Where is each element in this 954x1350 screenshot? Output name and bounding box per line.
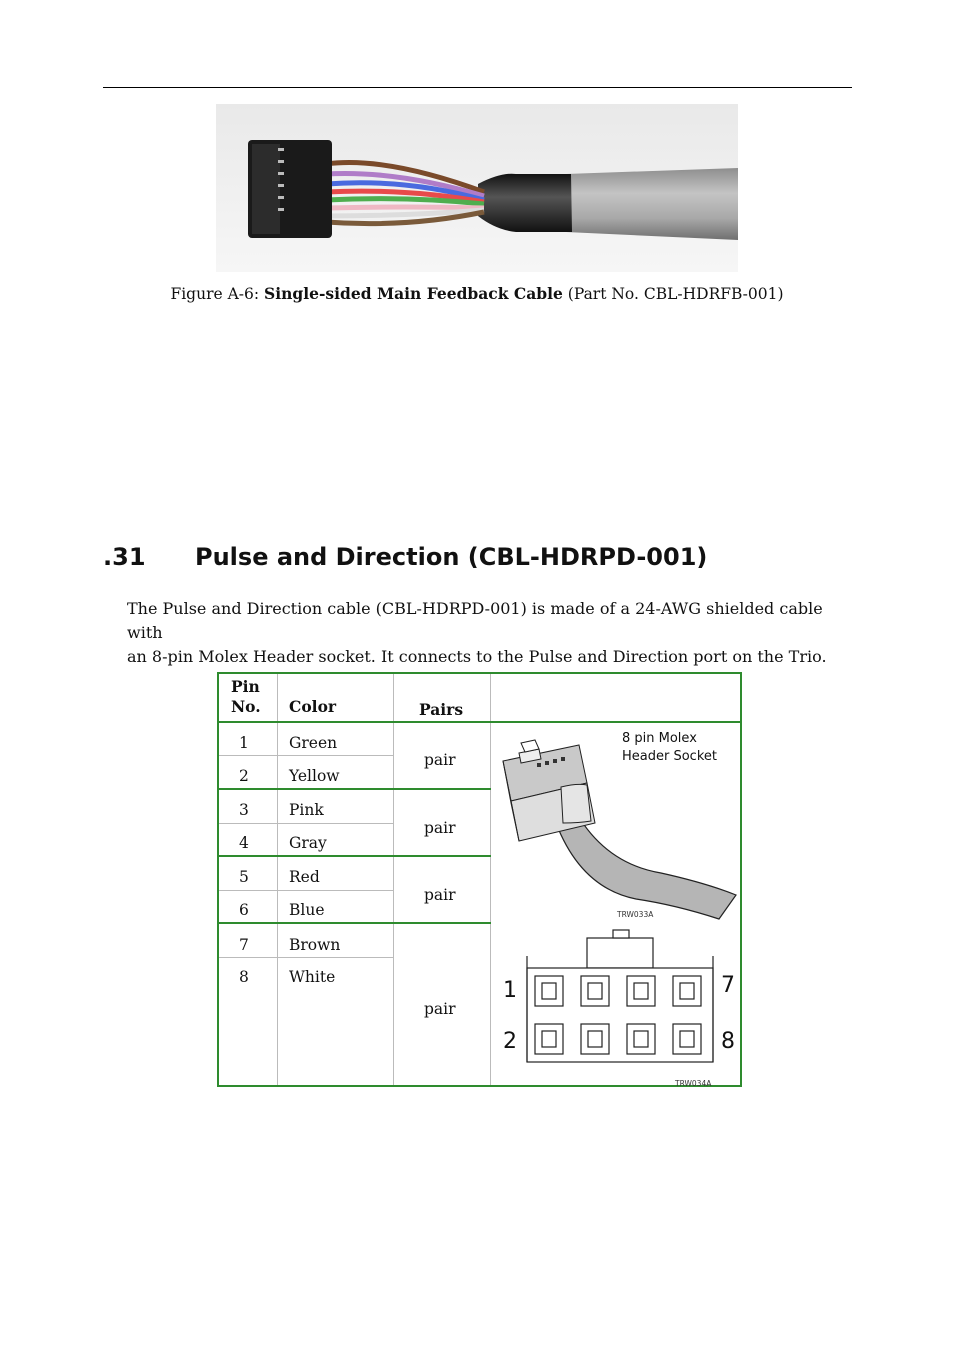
column-divider	[393, 674, 394, 1085]
table-row-color: Green	[289, 734, 338, 752]
paragraph-line-1: The Pulse and Direction cable (CBL-HDRPD-001) is made of a 24-AWG shielded cable with	[127, 599, 823, 642]
pair-label: pair	[424, 1000, 456, 1018]
row-separator	[219, 823, 393, 824]
cable-photo	[216, 104, 738, 272]
table-row-pin: 5	[239, 868, 249, 886]
figure-ref-bottom: TRW034A	[675, 1079, 712, 1086]
table-row-pin: 2	[239, 767, 249, 785]
molex-connector-illustration	[491, 723, 738, 923]
group-separator	[219, 855, 491, 857]
caption-bold: Single-sided Main Feedback Cable	[264, 284, 563, 303]
table-row-pin: 6	[239, 901, 249, 919]
pin-label-1: 1	[503, 978, 517, 1003]
section-paragraph	[127, 597, 847, 669]
header-pin	[231, 677, 261, 717]
group-separator	[219, 788, 491, 790]
header-rule	[103, 87, 852, 88]
caption-prefix: Figure A-6:	[170, 285, 265, 303]
table-row-color: Brown	[289, 936, 341, 954]
table-row-color: Gray	[289, 834, 327, 852]
connector-label-line2: Header Socket	[622, 749, 717, 764]
table-row-pin: 1	[239, 734, 249, 752]
table-row-pin: 3	[239, 801, 249, 819]
row-separator	[219, 755, 393, 756]
header-color: Color	[289, 697, 337, 716]
table-row-color: Red	[289, 868, 320, 886]
pinout-diagram	[491, 926, 738, 1086]
table-row-color: Pink	[289, 801, 324, 819]
pair-label: pair	[424, 819, 456, 837]
column-divider	[277, 674, 278, 1085]
group-separator	[219, 922, 491, 924]
table-row-color: White	[289, 968, 336, 986]
table-row-color: Blue	[289, 901, 325, 919]
pin-label-7: 7	[721, 973, 735, 998]
pair-label: pair	[424, 751, 456, 769]
header-pairs: Pairs	[419, 700, 464, 719]
row-separator	[219, 957, 393, 958]
pair-label: pair	[424, 886, 456, 904]
pin-label-2: 2	[503, 1029, 517, 1054]
figure-caption	[0, 284, 954, 303]
table-row-pin: 8	[239, 968, 249, 986]
table-row-pin: 7	[239, 936, 249, 954]
caption-suffix: (Part No. CBL-HDRFB-001)	[562, 285, 784, 303]
paragraph-line-2: an 8-pin Molex Header socket. It connects to the Pulse and Direction port on the Trio.	[127, 647, 827, 666]
connector-label-line1: 8 pin Molex	[622, 731, 697, 746]
header-pin-line2: No.	[231, 697, 261, 716]
section-title: Pulse and Direction (CBL-HDRPD-001)	[195, 543, 708, 571]
table-row-color: Yellow	[289, 767, 340, 785]
header-pin-line1: Pin	[231, 677, 260, 696]
table-row-pin: 4	[239, 834, 249, 852]
pin-label-8: 8	[721, 1029, 735, 1054]
section-heading	[103, 543, 707, 571]
pinout-table	[217, 672, 742, 1087]
section-number: .31	[103, 543, 146, 571]
row-separator	[219, 890, 393, 891]
figure-ref-top: TRW033A	[617, 910, 654, 919]
